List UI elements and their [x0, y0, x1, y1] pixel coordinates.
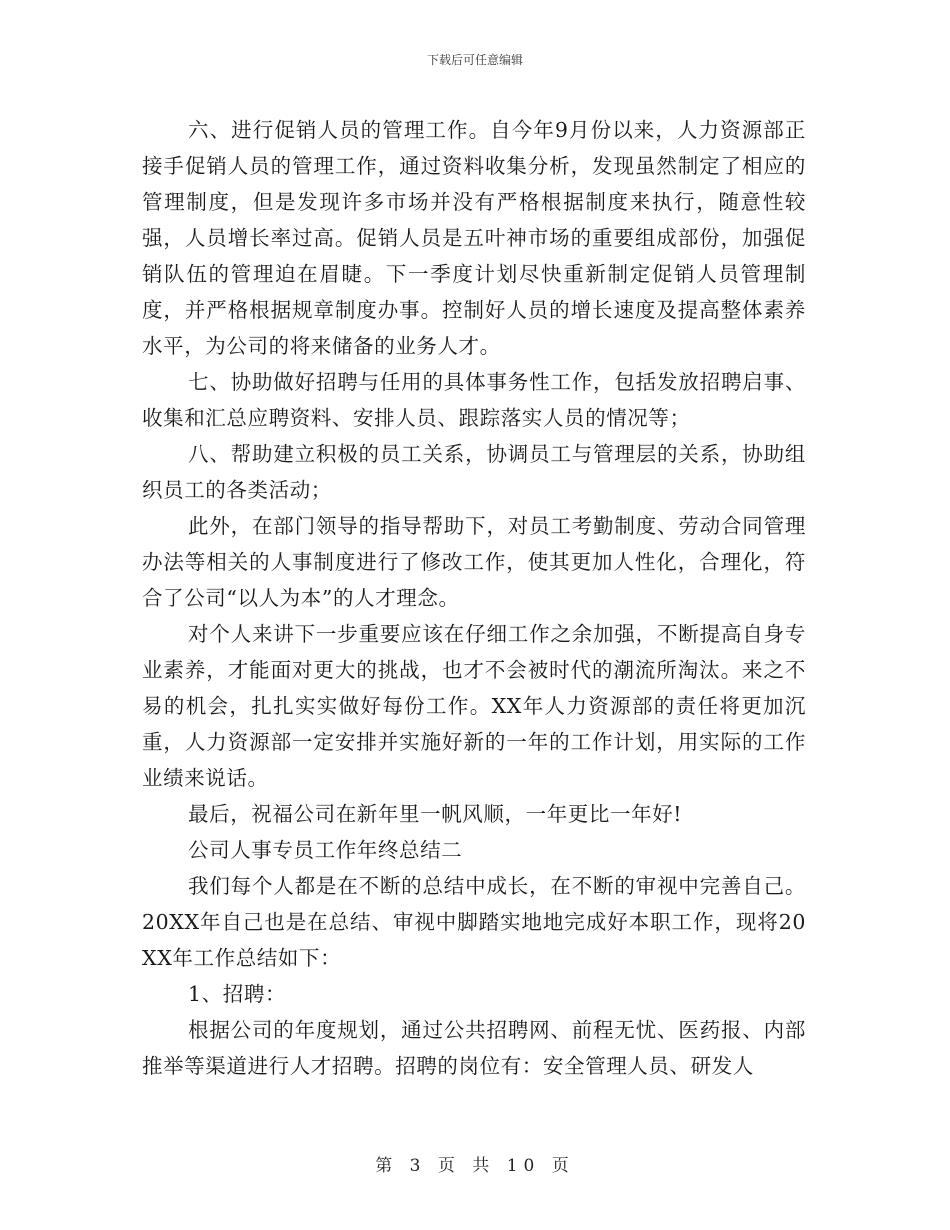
- page-footer: 第 3 页 共 10 页: [375, 1156, 575, 1176]
- paragraph-7-recruitment-support: 七、协助做好招聘与任用的具体事务性工作，包括发放招聘启事、收集和汇总应聘资料、安排人员、跟踪落实人员的情况等；: [142, 370, 806, 430]
- document-body: [142, 112, 806, 1084]
- paragraph-personal-development: 对个人来讲下一步重要应该在仔细工作之余加强，不断提高自身专业素养，才能面对更大的挑战，也才不会被时代的潮流所淘汰。来之不易的机会，扎扎实实做好每份工作。XX年人力资源部的责任将更加沉重，人力资源部一定安排并实施好新的一年的工作计划，用实际的工作业绩来说话。: [142, 622, 806, 790]
- page-header: 下载后可任意编辑: [426, 53, 523, 67]
- paragraph-summary-intro: 我们每个人都是在不断的总结中成长，在不断的审视中完善自己。20XX年自己也是在总结、审视中脚踏实地地完成好本职工作，现将20XX年工作总结如下：: [142, 874, 806, 970]
- paragraph-policy-revision: 此外，在部门领导的指导帮助下，对员工考勤制度、劳动合同管理办法等相关的人事制度进行了修改工作，使其更加人性化，合理化，符合了公司“以人为本”的人才理念。: [142, 514, 806, 610]
- section-title-summary-two: 公司人事专员工作年终总结二: [188, 838, 463, 862]
- paragraph-6-promoter-management: 六、进行促销人员的管理工作。自今年9月份以来，人力资源部正接手促销人员的管理工作，通过资料收集分析，发现虽然制定了相应的管理制度，但是发现许多市场并没有严格根据制度来执行，随意性较强，人员增长率过高。促销人员是五叶神市场的重要组成部份，加强促销队伍的管理迫在眉睫。下一季度计划尽快重新制定促销人员管理制度，并严格根据规章制度办事。控制好人员的增长速度及提高整体素养水平，为公司的将来储备的业务人才。: [142, 118, 806, 358]
- paragraph-8-employee-relations: 八、帮助建立积极的员工关系，协调员工与管理层的关系，协助组织员工的各类活动；: [142, 442, 806, 502]
- paragraph-closing-wishes: 最后，祝福公司在新年里一帆风顺，一年更比一年好!: [188, 802, 683, 826]
- paragraph-recruitment-channels: 根据公司的年度规划，通过公共招聘网、前程无忧、医药报、内部推举等渠道进行人才招聘。招聘的岗位有：安全管理人员、研发人: [142, 1018, 806, 1078]
- subheading-recruitment: 1、招聘：: [188, 982, 287, 1006]
